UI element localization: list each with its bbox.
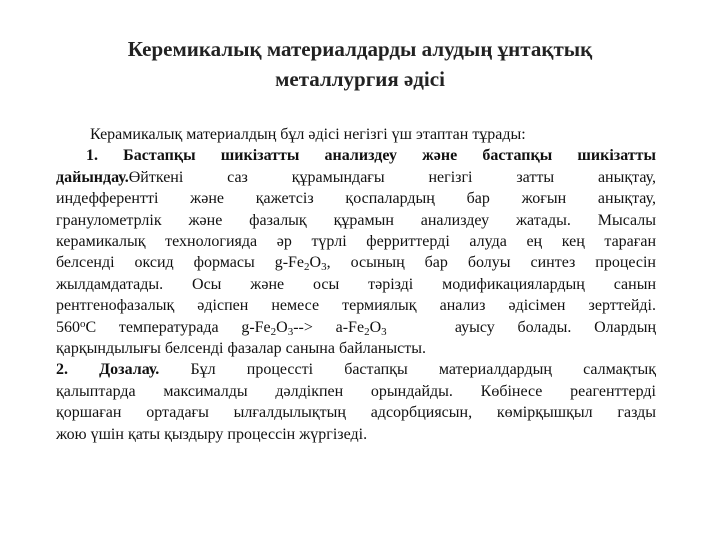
formula-text: белсенді оксид формасы g-Fe <box>56 254 305 272</box>
subscript: 3 <box>381 325 387 338</box>
step2-text-1: Бұл процессті бастапқы материалдардың салмақтық <box>190 361 657 379</box>
step1-line-4: керамикалық технологияда әр түрлі ферриттерді алуда ең кең тараған <box>56 233 656 251</box>
step1-line-9: қарқындылығы белсенді фазалар санына байланысты. <box>56 340 426 358</box>
formula-text: O <box>369 318 382 336</box>
page-title <box>60 34 660 94</box>
step2-line-1 <box>56 359 656 380</box>
step2-line-4: жою үшін қаты қыздыру процессін жүргізеді. <box>56 425 368 443</box>
formula-text: , осының бар болуы синтез процесін <box>326 254 656 272</box>
step2-line-2: қалыптарда максималды дәлдікпен орындайды. Көбінесе реагенттерді <box>56 382 656 400</box>
temperature-text: 560 <box>56 318 80 336</box>
intro-line: Керамикалық материалдың бұл әдісі негізгі үш этаптан тұрады: <box>90 126 526 143</box>
step1-line-1 <box>56 167 656 188</box>
body-text <box>56 124 656 445</box>
superscript: о <box>80 317 86 330</box>
step1-line-6: жылдамдатады. Осы және осы тәрізді модификациялардың санын <box>56 275 656 293</box>
step1-line-8 <box>56 317 656 338</box>
step2-heading: 2. Дозалау. <box>56 361 160 379</box>
subscript: 2 <box>304 261 310 274</box>
step1-line-3: гранулометрлік және фазалық құрамын анализдеу жатады. Мысалы <box>56 211 656 229</box>
step2-line-3: қоршаған ортадағы ылғалдылықтың адсорбциясын, көмірқышқыл газды <box>56 404 656 422</box>
subscript: 2 <box>270 325 277 338</box>
step1-heading-line <box>56 145 656 166</box>
step1-heading-end: дайындау. <box>56 168 129 186</box>
formula-text: O <box>309 254 322 272</box>
formula-text: O <box>276 318 288 336</box>
formula-text: ауысу болады. Олардың <box>454 318 657 336</box>
subscript: 3 <box>287 325 294 338</box>
title-line-1: Керемикалық материалдарды алудың ұнтақтық <box>127 37 593 61</box>
title-line-2: металлургия әдісі <box>275 67 445 91</box>
step1-heading: 1. Бастапқы шикізатты анализдеу және бастапқы шикізатты <box>86 147 656 165</box>
subscript: 3 <box>321 261 327 274</box>
step1-line-2: индефферентті және қажетсіз қоспалардың бар жоғын анықтау, <box>56 190 656 208</box>
step1-text-1: Өйткені саз құрамындағы негізгі затты анықтау, <box>128 168 656 186</box>
subscript: 2 <box>364 325 370 338</box>
formula-text: --> a-Fe <box>293 318 365 336</box>
step1-line-5 <box>56 252 656 273</box>
step1-line-7: рентгенофазалық әдіспен немесе термиялық анализ әдісімен зерттейді. <box>56 297 656 315</box>
formula-text: С температурада g-Fe <box>85 318 271 336</box>
